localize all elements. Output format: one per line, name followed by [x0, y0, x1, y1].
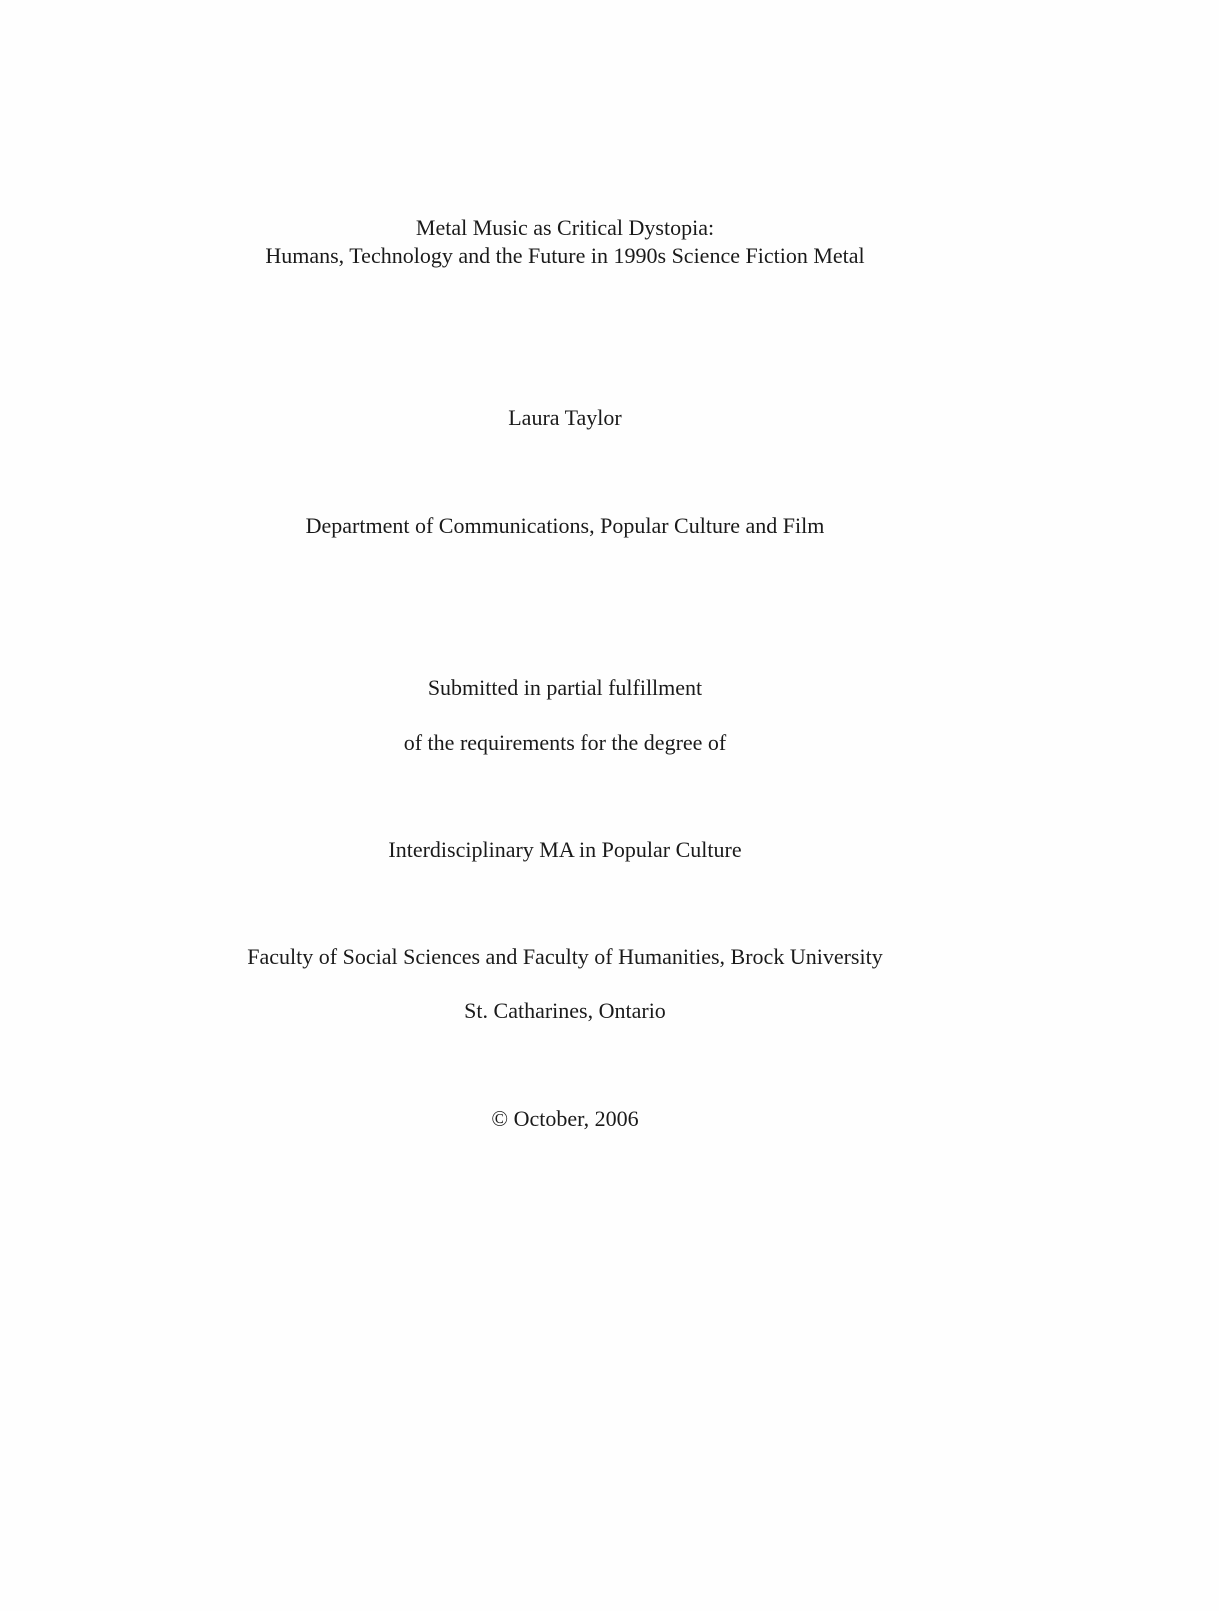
- submission-line-2: of the requirements for the degree of: [403, 730, 727, 755]
- department: Department of Communications, Popular Culture and Film: [305, 513, 825, 538]
- thesis-title-line-2: Humans, Technology and the Future in 1990s Science Fiction Metal: [265, 243, 865, 268]
- degree: Interdisciplinary MA in Popular Culture: [388, 837, 742, 862]
- thesis-title-line-1: Metal Music as Critical Dystopia:: [415, 215, 715, 240]
- location: St. Catharines, Ontario: [464, 998, 666, 1023]
- copyright-date: © October, 2006: [491, 1106, 639, 1131]
- faculty: Faculty of Social Sciences and Faculty of Humanities, Brock University: [247, 944, 883, 969]
- submission-line-1: Submitted in partial fulfillment: [427, 675, 703, 700]
- author-name: Laura Taylor: [508, 405, 622, 430]
